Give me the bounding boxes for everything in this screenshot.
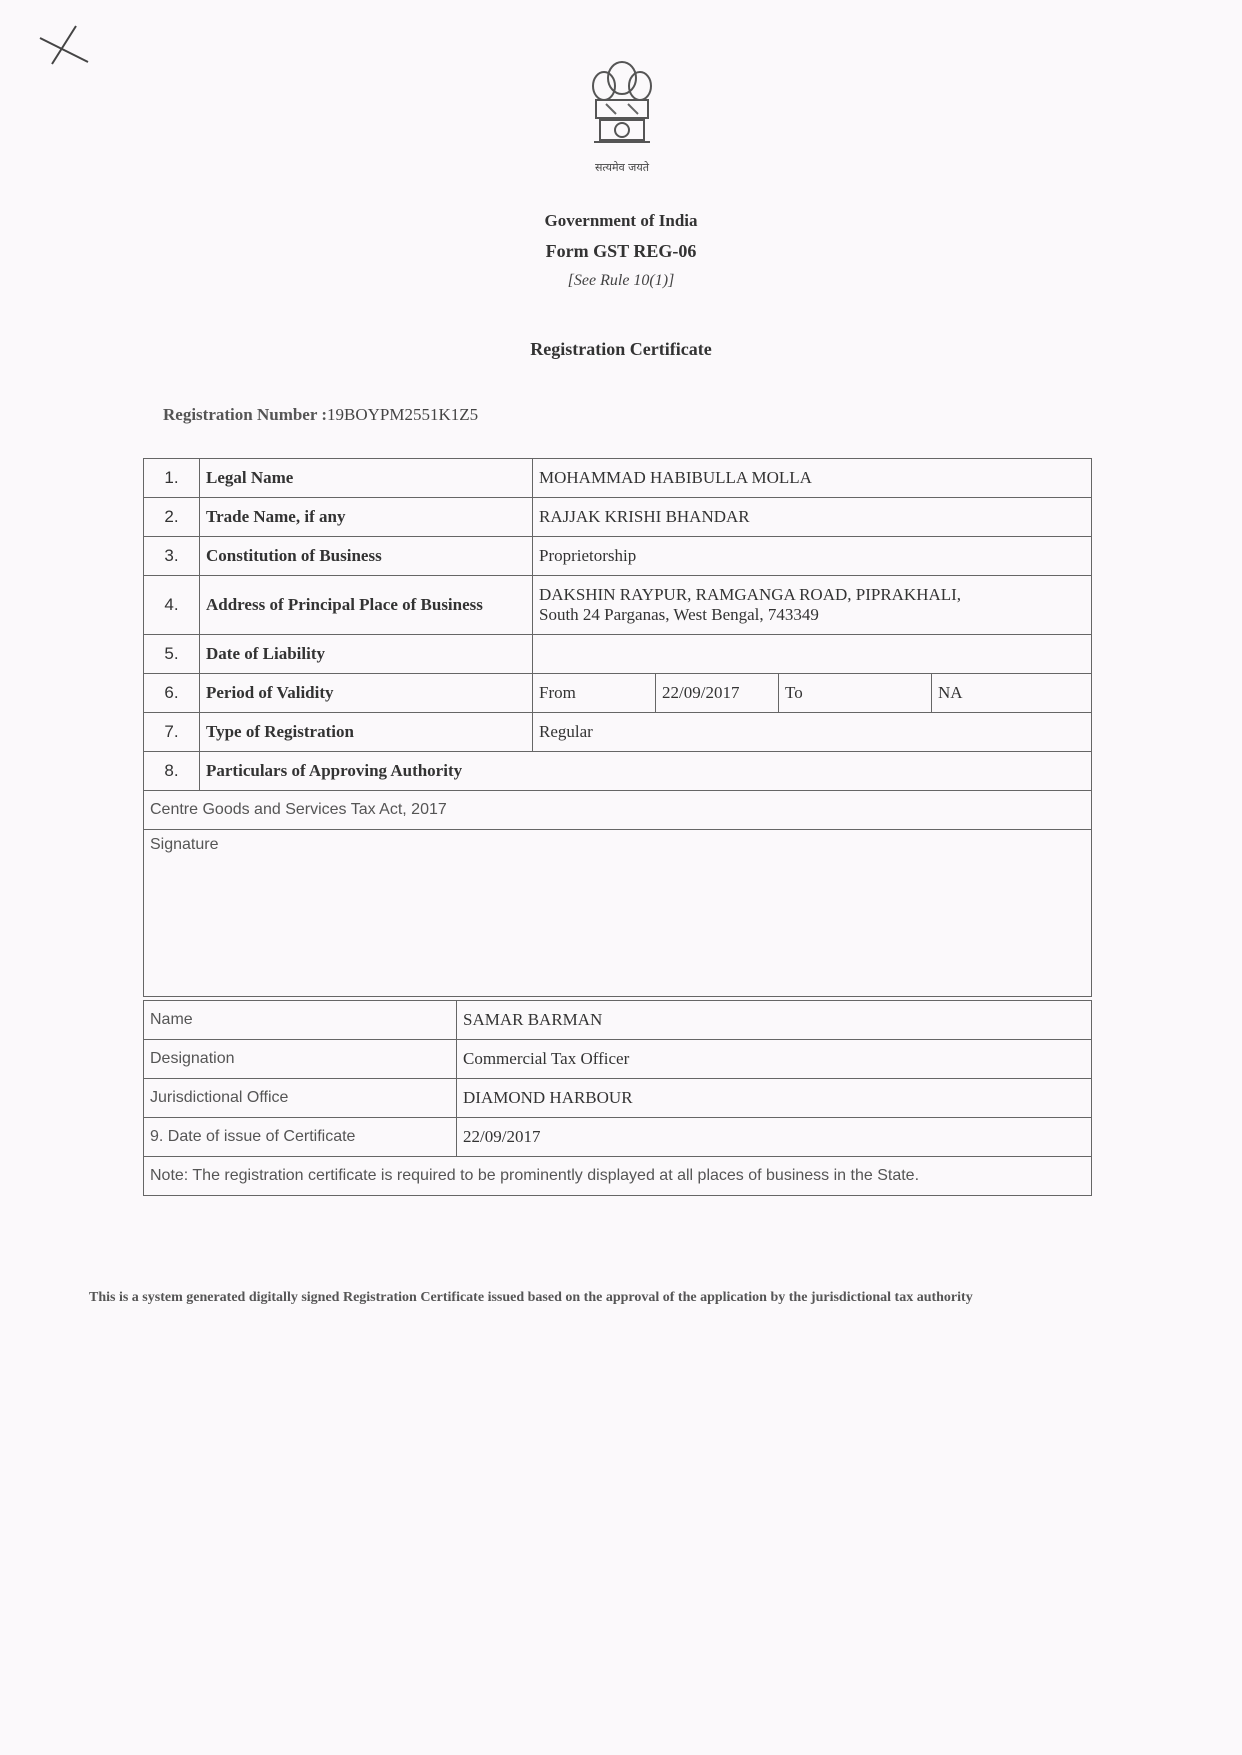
row-number: 7. — [144, 713, 200, 752]
authority-label: 9. Date of issue of Certificate — [144, 1118, 457, 1157]
authority-label: Jurisdictional Office — [144, 1079, 457, 1118]
address-value — [533, 576, 1092, 635]
table-row — [144, 1001, 1092, 1040]
trade-name-value: RAJJAK KRISHI BHANDAR — [533, 498, 1092, 537]
row-number: 4. — [144, 576, 200, 635]
address-line-2: South 24 Parganas, West Bengal, 743349 — [539, 605, 819, 624]
signature-label: Signature — [144, 830, 1092, 997]
government-heading: Government of India — [544, 211, 698, 230]
form-heading: Form GST REG-06 — [545, 241, 697, 261]
handwritten-x-mark — [30, 20, 100, 80]
national-emblem-icon — [586, 56, 658, 166]
authority-label: Designation — [144, 1040, 457, 1079]
row-number: 1. — [144, 459, 200, 498]
table-row — [144, 791, 1092, 830]
row-number: 5. — [144, 635, 200, 674]
authority-value: Commercial Tax Officer — [457, 1040, 1092, 1079]
date-of-liability-value — [533, 635, 1092, 674]
registration-number-line — [163, 405, 478, 425]
authority-value: SAMAR BARMAN — [457, 1001, 1092, 1040]
authority-value: 22/09/2017 — [457, 1118, 1092, 1157]
from-label: From — [533, 674, 656, 713]
note-text: Note: The registration certificate is required to be prominently displayed at all places of business in the State. — [144, 1157, 1092, 1196]
registration-number-label: Registration Number : — [163, 405, 327, 424]
row-label: Date of Liability — [200, 635, 533, 674]
table-row — [144, 1040, 1092, 1079]
row-label: Trade Name, if any — [200, 498, 533, 537]
emblem-motto: सत्यमेव जयते — [594, 161, 649, 174]
authority-table — [143, 1000, 1092, 1196]
registration-type-value: Regular — [533, 713, 1092, 752]
legal-name-value: MOHAMMAD HABIBULLA MOLLA — [533, 459, 1092, 498]
certificate-table — [143, 458, 1092, 997]
row-label: Type of Registration — [200, 713, 533, 752]
table-row — [144, 576, 1092, 635]
row-label: Legal Name — [200, 459, 533, 498]
row-number: 3. — [144, 537, 200, 576]
table-row — [144, 1079, 1092, 1118]
act-text: Centre Goods and Services Tax Act, 2017 — [144, 791, 1092, 830]
table-row — [144, 635, 1092, 674]
from-date-value: 22/09/2017 — [656, 674, 779, 713]
table-row — [144, 674, 1092, 713]
footer-disclaimer: This is a system generated digitally signed Registration Certificate issued based on the approval of the application by the jurisdictional tax authority — [89, 1290, 973, 1305]
row-number: 6. — [144, 674, 200, 713]
authority-label: Name — [144, 1001, 457, 1040]
table-row — [144, 752, 1092, 791]
table-row — [144, 459, 1092, 498]
page-title: Registration Certificate — [530, 339, 712, 359]
table-row — [144, 713, 1092, 752]
table-row — [144, 830, 1092, 997]
table-row — [144, 1118, 1092, 1157]
row-label: Period of Validity — [200, 674, 533, 713]
constitution-value: Proprietorship — [533, 537, 1092, 576]
registration-number-value: 19BOYPM2551K1Z5 — [327, 405, 479, 424]
to-label: To — [779, 674, 932, 713]
row-label: Constitution of Business — [200, 537, 533, 576]
to-value: NA — [932, 674, 1092, 713]
row-number: 8. — [144, 752, 200, 791]
address-line-1: DAKSHIN RAYPUR, RAMGANGA ROAD, PIPRAKHALI, — [539, 585, 962, 604]
rule-reference: [See Rule 10(1)] — [567, 272, 675, 289]
row-number: 2. — [144, 498, 200, 537]
table-row — [144, 498, 1092, 537]
table-row — [144, 537, 1092, 576]
row-label: Particulars of Approving Authority — [200, 752, 1092, 791]
authority-value: DIAMOND HARBOUR — [457, 1079, 1092, 1118]
table-row — [144, 1157, 1092, 1196]
row-label: Address of Principal Place of Business — [200, 576, 533, 635]
